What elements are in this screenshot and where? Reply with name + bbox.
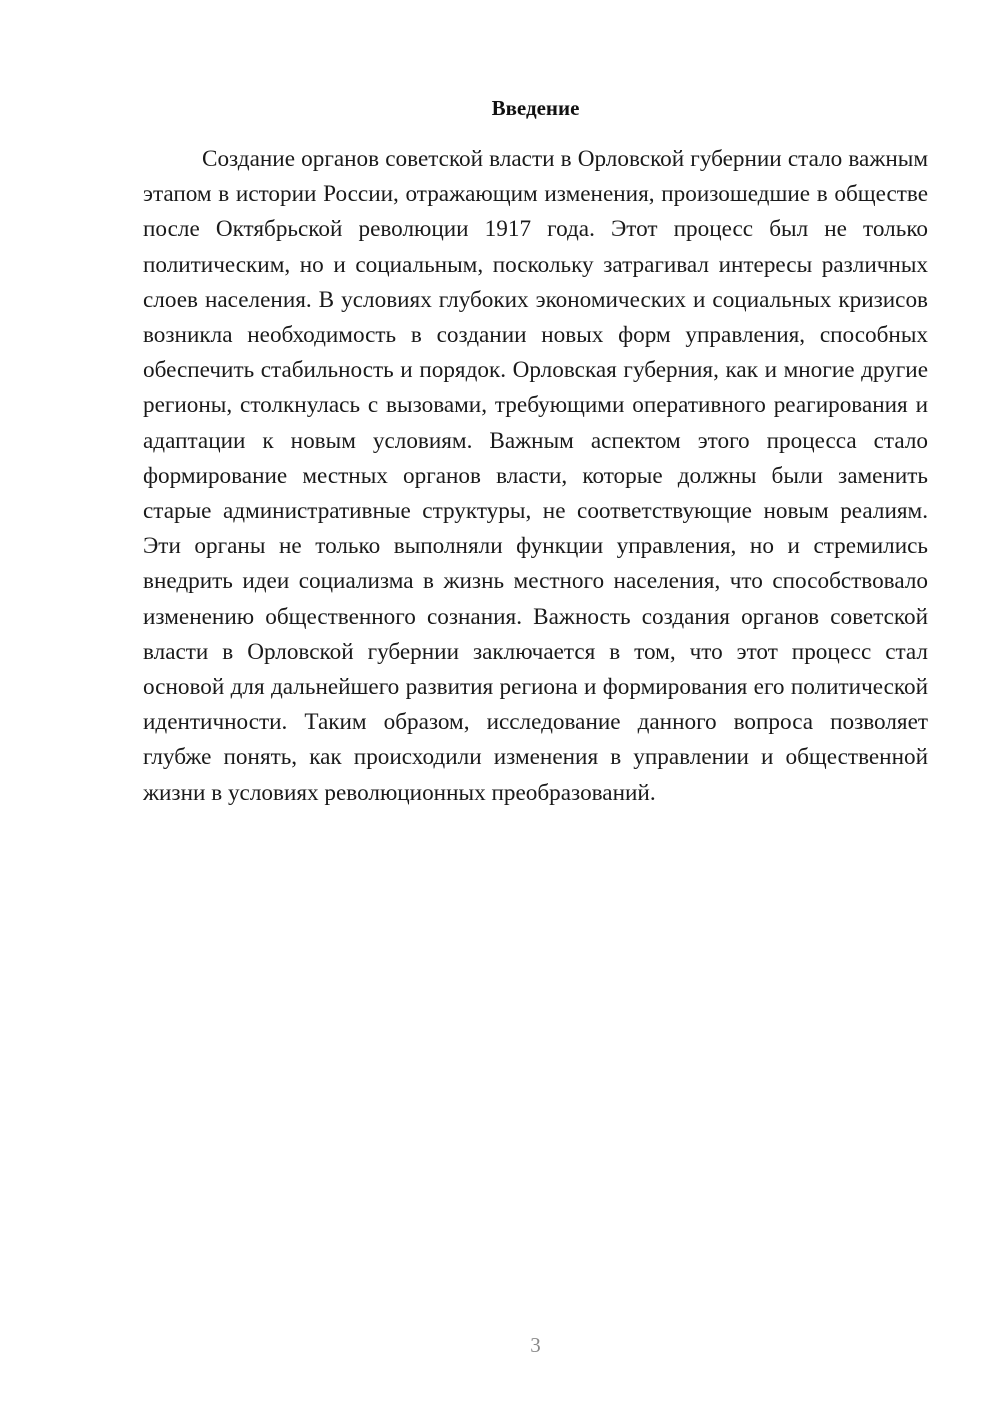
- section-heading: Введение: [491, 96, 580, 120]
- page-number: 3: [530, 1333, 541, 1357]
- body-paragraph: Создание органов советской власти в Орловской губернии стало важным этапом в истории России, отражающим изменения, произошедшие в обществе после Октябрьской революции 1917 года. Этот процесс был не только политическим, но и социальным, поскольку затрагивал интересы различных слоев населения. В условиях глубоких экономических и социальных кризисов возникла необходимость в создании новых форм управления, способных обеспечить стабильность и порядок. Орловская губерния, как и многие другие регионы, столкнулась с вызовами, требующими оперативного реагирования и адаптации к новым условиям. Важным аспектом этого процесса стало формирование местных органов власти, которые должны были заменить старые административные структуры, не соответствующие новым реалиям. Эти органы не только выполняли функции управления, но и стремились внедрить идеи социализма в жизнь местного населения, что способствовало изменению общественного сознания. Важность создания органов советской власти в Орловской губернии заключается в том, что этот процесс стал основой для дальнейшего развития региона и формирования его политической идентичности. Таким образом, исследование данного вопроса позволяет глубже понять, как происходили изменения в управлении и общественной жизни в условиях революционных преобразований.: [143, 146, 928, 806]
